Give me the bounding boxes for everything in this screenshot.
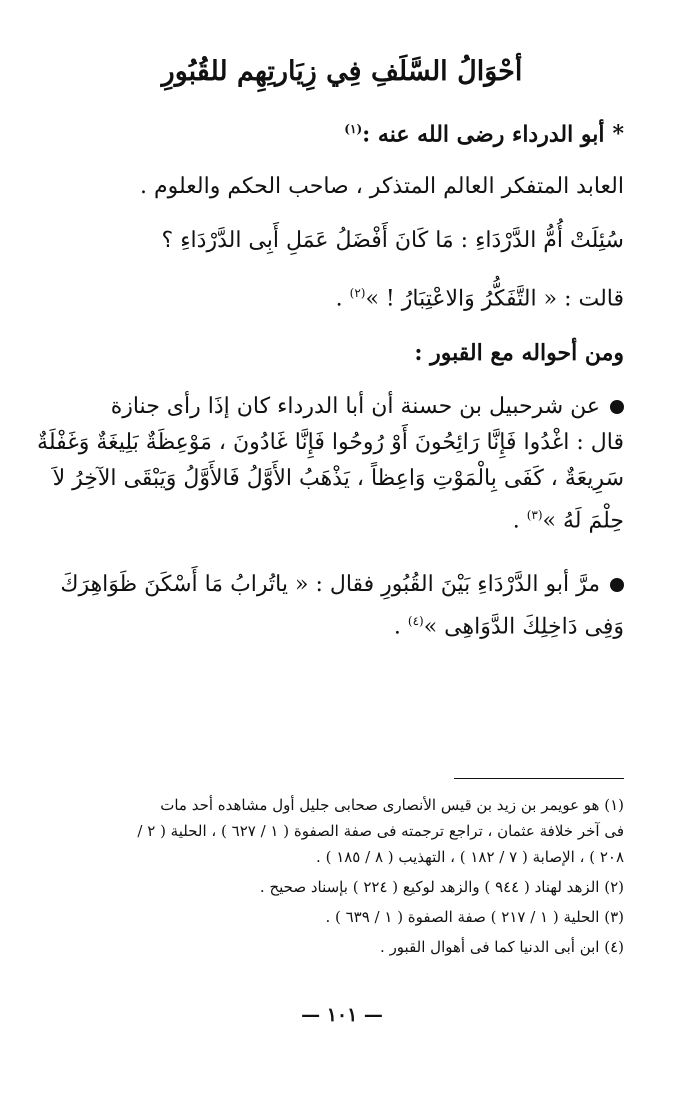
para1-line4 [49, 498, 624, 538]
footnote-line: (٢) الزهد لهناد ( ٩٤٤ ) والزهد لوكيع ( ٢٢٤ ) بإسناد صحيح . [259, 878, 624, 896]
section-heading-text: أبو الدرداء رضى الله عنه : [362, 121, 605, 148]
footnote-line: فى آخر خلافة عثمان ، تراجع ترجمته فى صفة الصفوة ( ١ / ٦٢٧ ) ، الحلية ( ٢ / [137, 822, 624, 840]
page-title: أحْوَالُ السَّلَفِ فِي زِيَارتِهِم للقُبُورِ [161, 56, 523, 87]
star-bullet: * [612, 121, 624, 148]
bullet-icon [610, 400, 624, 414]
footnote-line: (٣) الحلية ( ١ / ٢١٧ ) صفة الصفوة ( ١ / ٦٣٩ ) . [325, 908, 624, 926]
para2-line1-text: مرَّ أبو الدَّرْدَاءِ بَيْنَ القُبُورِ فقال : « ياتُرابُ مَا أَسْكَنَ ظَوَاهِرَكَ [60, 572, 600, 597]
footnote-ref-2: (٢) [349, 286, 366, 300]
answer-text: قالت : « التَّفَكُّرُ وَالاعْتِبَارُ ! » [365, 286, 624, 312]
footnote-line: ٢٠٨ ) ، الإصابة ( ٧ / ١٨٢ ) ، التهذيب ( ٨ / ١٨٥ ) . [316, 848, 624, 866]
para1-line2: قال : اغْدُوا فَإِنَّا رَائِحُونَ أَوْ رُوحُوا فَإِنَّا غَادُونَ ، مَوْعِظَةٌ بَلِيغَةٌ وَغَفْلَةٌ [37, 430, 624, 455]
subheading-graves: ومن أحواله مع القبور : [414, 340, 624, 366]
para2-end: . [393, 614, 401, 640]
footnote-line: (٤) ابن أبى الدنيا كما فى أهوال القبور . [380, 938, 624, 956]
para2-line1 [49, 568, 624, 602]
para1-end: . [512, 508, 520, 534]
footnote-ref-3: (٣) [526, 508, 543, 522]
para1-line1 [49, 390, 624, 424]
question-line: سُئِلَتْ أُمُّ الدَّرْدَاءِ : مَا كَانَ أَفْضَلُ عَمَلِ أَبِى الدَّرْدَاءِ ؟ [161, 228, 624, 253]
bullet-icon [610, 578, 624, 592]
para2-line2-text: وَفِى دَاخِلِكَ الدَّوَاهِى » [423, 614, 624, 640]
answer-line [49, 276, 624, 316]
footnote-line: (١) هو عويمر بن زيد بن قيس الأنصارى صحابى جليل أول مشاهده أحد مات [160, 796, 624, 814]
para2-line2 [49, 604, 624, 644]
para1-line3: سَرِيعَةٌ ، كَفَى بِالْمَوْتِ وَاعِظاً ، يَذْهَبُ الأَوَّلُ فَالأَوَّلُ وَيَبْقَى الآخِرُ لاَ [52, 466, 624, 491]
page-number: — ١٠١ — [301, 1004, 383, 1026]
para1-line4-text: حِلْمَ لَهُ » [542, 508, 624, 534]
footnote-ref-4: (٤) [407, 614, 424, 628]
intro-line: العابد المتفكر العالم المتذكر ، صاحب الحكم والعلوم . [140, 174, 624, 199]
footnote-ref-1: (١) [344, 122, 363, 136]
footnote-divider [454, 778, 624, 779]
para1-line1-text: عن شرحبيل بن حسنة أن أبا الدرداء كان إذَا رأى جنازة [110, 394, 600, 419]
section-heading-abu-darda [49, 112, 624, 151]
answer-end: . [335, 286, 343, 312]
